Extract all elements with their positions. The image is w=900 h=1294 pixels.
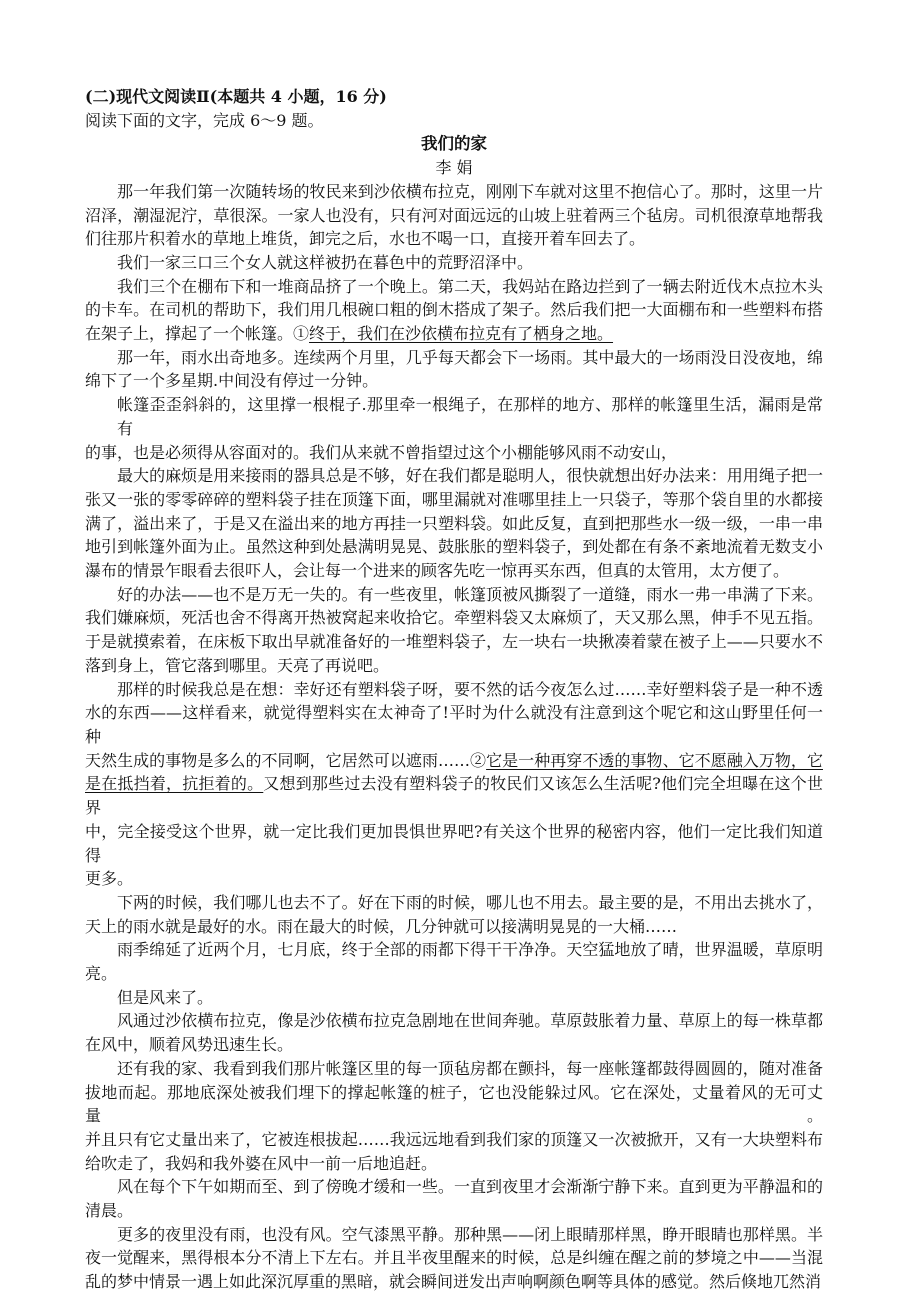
text-line: 那一年我们第一次随转场的牧民来到沙依横布拉克，刚刚下车就对这里不抱信心了。那时，这里一片 xyxy=(117,181,823,201)
text-line: 风通过沙依横布拉克，像是沙依横布拉克急剧地在世间奔驰。草原鼓胀着力量、草原上的每一株草都 xyxy=(117,1011,823,1031)
text-line: 更多的夜里没有雨，也没有风。空气漆黑平静。那种黑——闭上眼睛那样黑，睁开眼睛也那样黑。半 xyxy=(117,1224,823,1244)
underlined-sentence: 是在抵挡着，抗拒着的。 xyxy=(85,774,264,794)
text-line: 们往那片积着水的草地上堆货，卸完之后，水也不喝一口，直接开着车回去了。 xyxy=(85,229,646,249)
text-line: 但是风来了。 xyxy=(117,987,214,1007)
text-line xyxy=(85,772,823,819)
text-line: 那一年，雨水出奇地多。连续两个月里，几乎每天都会下一场雨。其中最大的一场雨没日没夜地，绵 xyxy=(117,347,823,367)
paragraph xyxy=(85,275,823,346)
paragraph xyxy=(85,346,823,393)
text-line: 落到身上，管它落到哪里。天亮了再说吧。 xyxy=(85,655,390,675)
text-line: 下两的时候，我们哪儿也去不了。好在下雨的时候，哪儿也不用去。最主要的是，不用出去挑水了， xyxy=(117,892,823,912)
text-line: 最大的麻烦是用来接雨的器具总是不够，好在我们都是聪明人，很快就想出好办法来：用用绳子把一 xyxy=(117,466,823,486)
text-line: 我们一家三口三个女人就这样被扔在暮色中的荒野沼泽中。 xyxy=(117,252,534,272)
text-line: 清晨。 xyxy=(85,1201,134,1221)
text-line: 张又一张的零零碎碎的塑料袋子挂在顶篷下面，哪里漏就对准哪里挂上一只袋子，等那个袋自里的水都接 xyxy=(85,489,823,509)
text-line: 亮。 xyxy=(85,964,118,984)
text-line: 我们三个在棚布下和一堆商品挤了一个晚上。第二天，我妈站在路边拦到了一辆去附近伐木点拉木头 xyxy=(117,276,823,296)
underlined-sentence: 它是一种再穿不透的事物、它不愿融入万物，它 xyxy=(486,750,823,770)
paragraph xyxy=(85,251,823,275)
text-line: 沼泽，潮湿泥泞，草很深。一家人也没有，只有河对面远远的山坡上驻着两三个毡房。司机很潦草地帮我 xyxy=(85,205,823,225)
text-segment: 又想到那些过去没有塑料袋子的牧民们又该怎么生活呢?他们完全坦曝在这个世界 xyxy=(85,774,823,818)
paragraph xyxy=(85,891,823,938)
text-line: 于是就摸索着，在床板下取出早就准备好的一堆塑料袋子，左一块右一块揪凑着蒙在被子上——只要水不 xyxy=(85,632,823,652)
text-line: 乱的梦中情景一遇上如此深沉厚重的黑暗，就会瞬间迸发出声响啊颜色啊等具体的感觉。然后倏地兀然消 xyxy=(85,1272,822,1292)
paragraph xyxy=(85,1057,823,1176)
text-line: 在风中，顺着风势迅速生长。 xyxy=(85,1035,294,1055)
text-line: 中，完全接受这个世界，就一定比我们更加畏惧世界吧?有关这个世界的秘密内容，他们一定比我们知道得 xyxy=(85,821,823,865)
paragraph xyxy=(85,1223,823,1294)
paragraph xyxy=(85,938,823,985)
text-line xyxy=(85,749,823,773)
text-line: 帐篷歪歪斜斜的，这里撑一根棍子.那里牵一根绳子，在那样的地方、那样的帐篷里生活，漏雨是常有 xyxy=(117,395,823,438)
instruction-text: 阅读下面的文字，完成 6～9 题。 xyxy=(85,110,324,130)
text-line: 给吹走了，我妈和我外婆在风中一前一后地追赶。 xyxy=(85,1153,438,1173)
paragraph xyxy=(85,393,823,464)
article-body xyxy=(85,180,823,1294)
text-line: 的事，也是必须得从容面对的。我们从来就不曾指望过这个小棚能够风雨不动安山， xyxy=(85,442,678,462)
article-title: 我们的家 xyxy=(421,134,487,154)
paragraph xyxy=(85,180,823,251)
paragraph xyxy=(85,583,823,678)
text-line xyxy=(85,322,823,346)
text-line: 水的东西——这样看来，就觉得塑料实在太神奇了!平时为什么就没有注意到这个呢它和这山野里任何一种 xyxy=(85,703,823,746)
text-line: 拔地而起。那地底深处被我们埋下的撑起帐篷的桩子，它也没能躲过风。它在深处，丈量着风的无可丈量。 xyxy=(85,1082,823,1126)
text-segment: 天然生成的事物是多么的不同啊，它居然可以遮雨……② xyxy=(85,750,487,770)
paragraph xyxy=(85,986,823,1010)
text-line: 雨季绵延了近两个月，七月底，终于全部的雨都下得干干净净。天空猛地放了晴，世界温暖，草原明 xyxy=(117,940,823,960)
page-content xyxy=(85,85,823,1294)
text-line: 那样的时候我总是在想：幸好还有塑料袋子呀，要不然的话今夜怎么过……幸好塑料袋子是一种不透 xyxy=(117,679,823,699)
text-line: 天上的雨水就是最好的水。雨在最大的时候，几分钟就可以接满明晃晃的一大桶…… xyxy=(85,916,678,936)
text-segment: 在架子上，撑起了一个帐篷。① xyxy=(85,324,310,344)
section-heading: (二)现代文阅读Ⅱ(本题共 4 小题，16 分) xyxy=(85,87,387,106)
text-line: 还有我的家、我看到我们那片帐篷区里的每一顶毡房都在颤抖，每一座帐篷都鼓得圆圆的，随对准备 xyxy=(117,1058,823,1078)
paragraph xyxy=(85,678,823,891)
text-line: 绵下了一个多星期.中间没有停过一分钟。 xyxy=(85,371,379,391)
text-line: 地引到帐篷外面为止。虽然这种到处悬满明晃晃、鼓胀胀的塑料袋子，到处都在有条不紊地流着无数支小 xyxy=(85,537,823,557)
text-line: 风在每个下午如期而至、到了傍晚才缓和一些。一直到夜里才会渐渐宁静下来。直到更为平静温和的 xyxy=(117,1177,823,1197)
text-line: 瀑布的情景乍眼看去很吓人，会让每一个进来的顾客先吃一惊再买东西，但真的太管用，太方便了。 xyxy=(85,561,790,581)
paragraph xyxy=(85,464,823,583)
text-line: 夜一觉醒来，黑得根本分不清上下左右。并且半夜里醒来的时候，总是纠缠在醒之前的梦境之中——当混 xyxy=(85,1248,823,1268)
text-line: 的卡车。在司机的帮助下，我们用几根碗口粗的倒木搭成了架子。然后我们把一大面棚布和一些塑料布搭 xyxy=(85,300,823,320)
paragraph xyxy=(85,1009,823,1056)
text-line: 更多。 xyxy=(85,869,134,889)
article-author: 李 娟 xyxy=(435,158,473,178)
text-line: 我们嫌麻烦，死活也舍不得离开热被窝起来收拾它。牵塑料袋又太麻烦了，天又那么黑，伸手不见五指。 xyxy=(85,608,823,628)
paragraph xyxy=(85,1175,823,1222)
text-line: 并且只有它丈量出来了，它被连根拔起……我远远地看到我们家的顶篷又一次被掀开，又有一大块塑料布 xyxy=(85,1129,823,1149)
text-line: 好的办法——也不是万无一失的。有一些夜里，帐篷顶被风撕裂了一道缝，雨水一弗一串满了下来。 xyxy=(117,584,823,604)
underlined-sentence: 终于，我们在沙依横布拉克有了栖身之地。 xyxy=(309,324,614,344)
text-line: 满了，溢出来了，于是又在溢出来的地方再挂一只塑料袋。如此反复，直到把那些水一级一级，一串一串 xyxy=(85,513,823,533)
